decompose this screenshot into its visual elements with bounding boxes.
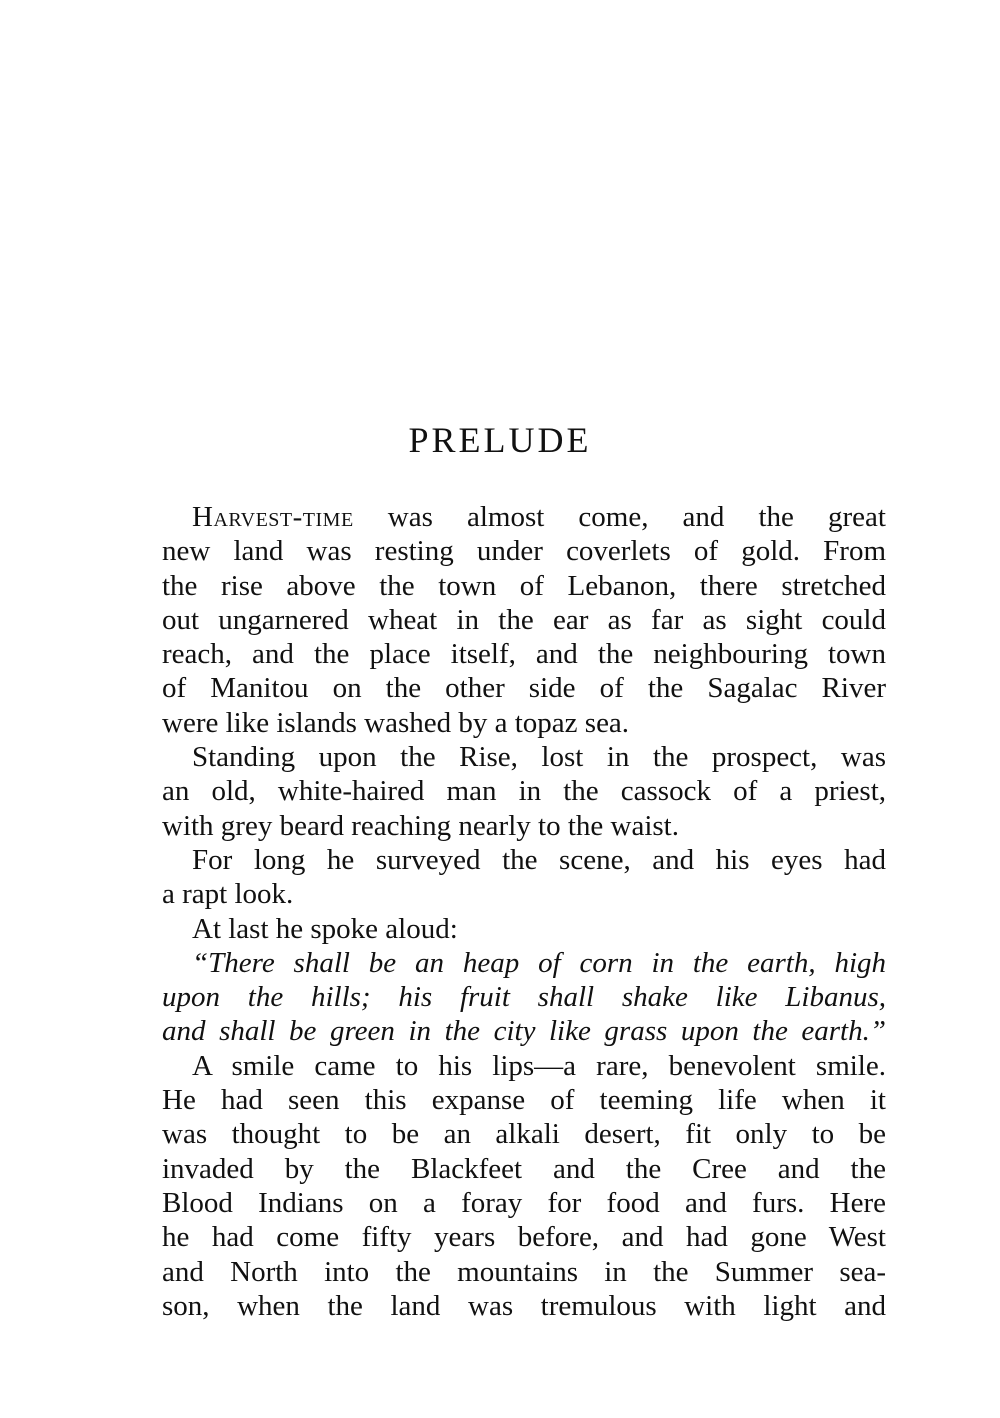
chapter-heading: PRELUDE (408, 420, 592, 460)
text-line: were like islands washed by a topaz sea. (162, 706, 630, 739)
text-line: new land was resting under coverlets of gold. From (162, 535, 886, 568)
text-line: He had seen this expanse of teeming life when it (162, 1084, 886, 1117)
text-line: a rapt look. (162, 878, 294, 911)
text-line: Standing upon the Rise, lost in the prospect, was (192, 741, 886, 774)
text-line: invaded by the Blackfeet and the Cree and the (162, 1152, 886, 1185)
text-line: At last he spoke aloud: (192, 912, 458, 945)
text-line: he had come fifty years before, and had gone West (162, 1221, 886, 1254)
body-text (162, 500, 886, 1323)
quote-line: and shall be green in the city like grass upon the earth.” (162, 1015, 886, 1048)
quote-line: upon the hills; his fruit shall shake like Libanus, (162, 981, 886, 1014)
text-line: Blood Indians on a foray for food and furs. Here (162, 1186, 886, 1219)
text-line: with grey beard reaching nearly to the waist. (162, 809, 679, 842)
text-line: was thought to be an alkali desert, fit only to be (162, 1118, 886, 1151)
text-line: of Manitou on the other side of the Sagalac River (162, 672, 886, 705)
text-line: son, when the land was tremulous with light and (162, 1289, 886, 1322)
text-line: A smile came to his lips—a rare, benevolent smile. (192, 1049, 886, 1082)
text-line: an old, white-haired man in the cassock of a priest, (162, 775, 886, 808)
small-caps-lead: Harvest-time (192, 501, 354, 533)
text-line: out ungarnered wheat in the ear as far as sight could (162, 603, 886, 636)
text-line: For long he surveyed the scene, and his eyes had (192, 843, 886, 876)
text-line: and North into the mountains in the Summer sea- (162, 1255, 886, 1288)
text-line: Harvest-time was almost come, and the great (192, 501, 886, 533)
text-line: the rise above the town of Lebanon, there stretched (162, 569, 886, 602)
quote-line: “There shall be an heap of corn in the earth, high (192, 946, 886, 979)
text-line: reach, and the place itself, and the neighbouring town (162, 638, 886, 671)
